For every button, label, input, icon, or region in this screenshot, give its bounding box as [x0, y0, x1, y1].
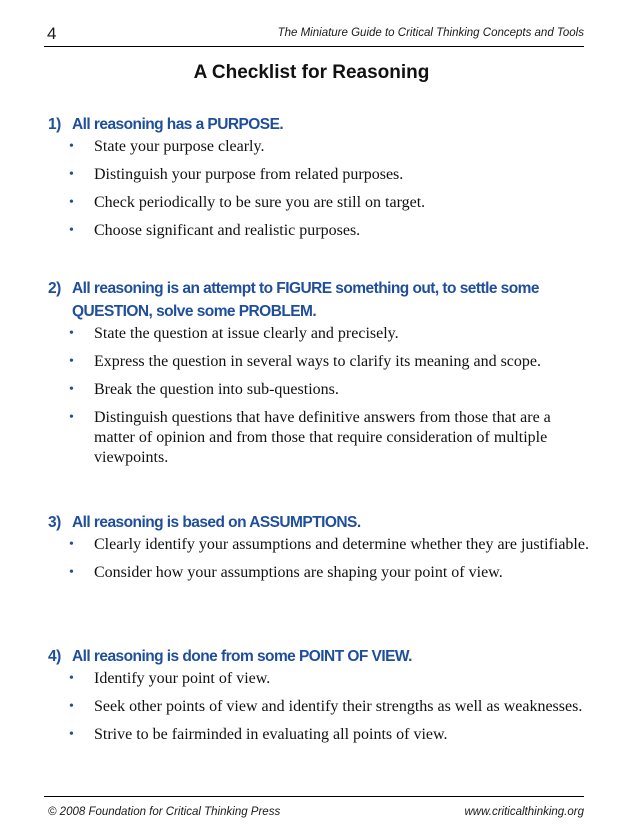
- bullet-icon: •: [69, 671, 74, 686]
- list-item: • Clearly identify your assumptions and determine whether they are justifiable.: [69, 536, 589, 553]
- section-assumptions: [48, 511, 593, 591]
- section-number: 1): [48, 116, 61, 133]
- list-item: • Check periodically to be sure you are still on target.: [69, 194, 426, 211]
- checklist: [48, 669, 593, 745]
- section-number: 2): [48, 280, 61, 297]
- bullet-icon: •: [69, 139, 74, 154]
- page-title: A Checklist for Reasoning: [193, 62, 430, 83]
- bullet-icon: •: [69, 565, 74, 580]
- section-point-of-view: [48, 645, 593, 753]
- list-item: • Distinguish questions that have definitive answers from those that are a matter of opinion and from those that require consideration of multiple viewpoints.: [69, 409, 551, 466]
- copyright-text: © 2008 Foundation for Critical Thinking Press: [48, 806, 281, 818]
- list-item: • Express the question in several ways to clarify its meaning and scope.: [69, 353, 541, 370]
- list-item: • Choose significant and realistic purposes.: [69, 222, 361, 239]
- list-item: • Consider how your assumptions are shaping your point of view.: [69, 564, 503, 581]
- bullet-icon: •: [69, 354, 74, 369]
- page-number: 4: [47, 24, 57, 43]
- list-item: • Seek other points of view and identify their strengths as well as weaknesses.: [69, 698, 583, 715]
- checklist: [48, 137, 593, 241]
- section-purpose: [48, 113, 593, 249]
- list-item: • State the question at issue clearly and precisely.: [69, 325, 399, 342]
- bullet-icon: •: [69, 382, 74, 397]
- bullet-icon: •: [69, 195, 74, 210]
- bullet-icon: •: [69, 410, 74, 425]
- list-item: • Distinguish your purpose from related purposes.: [69, 166, 404, 183]
- section-heading-text: All reasoning has a PURPOSE.: [72, 116, 284, 133]
- bullet-icon: •: [69, 326, 74, 341]
- section-heading: [48, 113, 593, 136]
- section-heading-text: All reasoning is based on ASSUMPTIONS.: [72, 514, 361, 531]
- list-item: • Break the question into sub-questions.: [69, 381, 339, 398]
- website-url: www.criticalthinking.org: [464, 806, 584, 818]
- section-number: 3): [48, 514, 61, 531]
- bullet-icon: •: [69, 537, 74, 552]
- checklist: [48, 324, 593, 468]
- section-number: 4): [48, 648, 61, 665]
- list-item: • Strive to be fairminded in evaluating all points of view.: [69, 726, 448, 743]
- bullet-icon: •: [69, 167, 74, 182]
- running-title: The Miniature Guide to Critical Thinking Concepts and Tools: [277, 27, 584, 39]
- list-item: • State your purpose clearly.: [69, 138, 265, 155]
- bullet-icon: •: [69, 699, 74, 714]
- section-heading-text: All reasoning is an attempt to FIGURE something out, to settle some QUESTION, solve some PROBLEM.: [72, 280, 539, 320]
- page-header: [44, 24, 584, 47]
- checklist: [48, 535, 593, 583]
- bullet-icon: •: [69, 223, 74, 238]
- bullet-icon: •: [69, 727, 74, 742]
- list-item: • Identify your point of view.: [69, 670, 271, 687]
- section-heading: [48, 511, 593, 534]
- page-footer: [44, 796, 584, 821]
- section-question: [48, 277, 593, 476]
- section-heading: [48, 645, 593, 668]
- section-heading: [48, 277, 593, 323]
- section-heading-text: All reasoning is done from some POINT OF VIEW.: [72, 648, 412, 665]
